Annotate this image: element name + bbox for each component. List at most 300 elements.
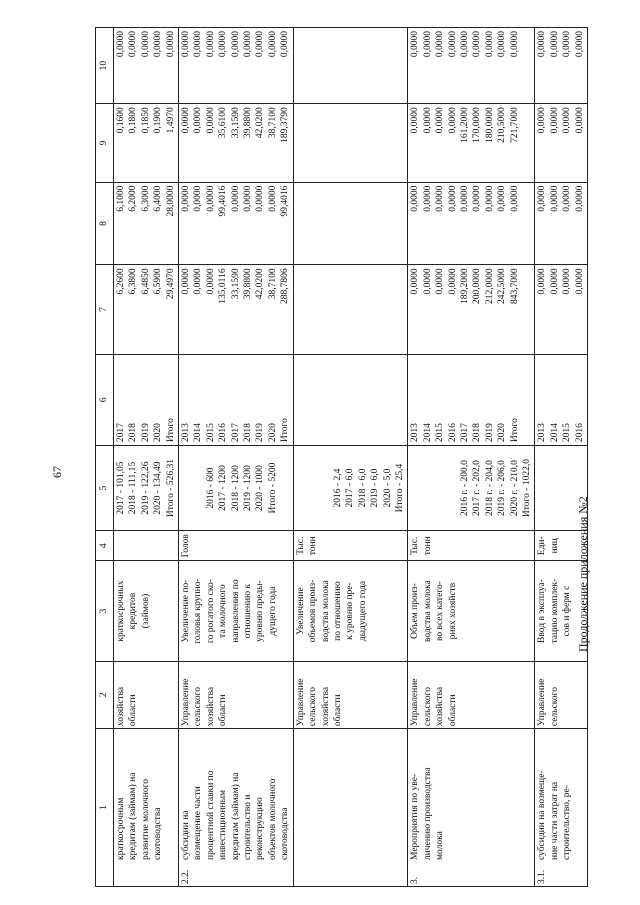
unit-cell [408,531,535,561]
amount-federal-value: 0,0000 [193,185,204,212]
plan-value: 2019 - 1200 [243,465,254,512]
unit-cell [293,531,408,561]
year-value: 2017 [230,423,241,443]
measure-line: кредитам (займам) на [230,772,241,860]
amount-local-value: 0,0000 [218,31,229,58]
plan-value [307,448,319,528]
amount-local-value: 0,0000 [243,31,254,58]
amount-total-value: 6,5900 [153,268,164,295]
row-number [115,866,165,884]
plan-cell [293,446,408,531]
amount-local-value: 0,0000 [537,31,548,58]
amount-total-cell [179,265,294,354]
amount-local-value: 0,0000 [153,31,164,58]
measure-line: ние части затрат на [549,781,560,860]
year-value: Итого [280,418,291,443]
amount-federal-value: 0,0000 [243,185,254,212]
amount-federal-value: 6,1000 [116,185,126,212]
indicator-value: Ввод в эксплуа- [537,579,548,643]
amount-total-value: 6,3800 [128,268,139,295]
year-value: 2013 [181,423,192,443]
amount-regional-value: 0,0000 [193,107,204,134]
program-table [95,27,588,887]
amount-federal-value: 0,0000 [422,185,433,212]
amount-regional-cell [179,104,294,182]
plan-value [447,448,459,528]
amount-total-value: 242,5000 [497,268,508,305]
executor-value: области [218,694,229,727]
amount-local-value: 0,0000 [165,31,176,58]
indicator-value: Объем произ- [410,583,421,639]
amount-regional-value: 0,0000 [410,107,421,134]
measure-line: объектов молочного [267,778,278,860]
plan-value: 2019 - 122,26 [140,461,151,515]
executor-value: Управление [537,678,548,727]
amount-total-value: 288,7806 [280,268,291,305]
indicator-value: кредитов [128,592,139,630]
indicator-value: по отношению [332,581,343,641]
indicator-value: водства молока [422,580,433,642]
amount-local-value: 0,0000 [280,31,291,58]
year-cell [293,354,408,445]
executor-value: сельского [549,687,560,727]
amount-local-value: 0,0000 [447,31,458,58]
amount-local-value: 0,0000 [472,31,483,58]
amount-federal-value: 0,0000 [537,185,548,212]
amount-total-value: 29,4970 [165,268,176,300]
indicator-value: Увеличение [295,587,306,635]
table-row [535,28,588,887]
year-cell [408,354,535,445]
amount-local-value: 0,0000 [435,31,446,58]
indicator-value: водства молока [320,580,331,642]
year-value: 2016 [574,423,585,443]
row-number: 2.2. [181,869,192,884]
executor-cell [114,661,179,729]
amount-regional-cell [114,104,179,182]
amount-total-value: 0,0000 [410,268,421,295]
year-value: 2020 [153,423,164,443]
amount-total-value: 0,0000 [447,268,458,295]
col-header-3: 3 [96,561,114,661]
measure-cell [114,729,179,887]
indicator-value: к уровню пре- [345,582,356,640]
executor-value: области [332,694,343,727]
measure-cell [408,729,535,887]
amount-local-value: 0,0000 [128,31,139,58]
col-header-4: 4 [96,531,114,561]
amount-regional-value: 721,7000 [509,107,520,143]
indicator-value: Увеличение по- [181,579,192,643]
plan-value [434,448,446,528]
executor-cell [408,661,535,729]
amount-federal-value: 0,0000 [497,185,508,212]
measure-line: краткосрочным [116,797,126,860]
plan-value: 2020 - 134,49 [153,461,164,515]
plan-value [180,448,192,528]
executor-cell [179,661,294,729]
amount-federal-value: 6,4000 [153,185,164,212]
plan-value: 2016 - 2,4 [332,468,343,508]
amount-federal-value: 0,0000 [181,185,192,212]
measure-cell [179,729,294,887]
year-value: 2016 [447,423,458,443]
executor-value: Управление [410,678,421,727]
amount-federal-value: 0,0000 [410,185,421,212]
row-number: 3. [410,876,421,884]
amount-federal-value: 0,0000 [549,185,560,212]
amount-total-value: 0,0000 [193,268,204,295]
table-row [114,28,179,887]
page-number: 67 [50,466,64,478]
amount-total-value: 0,0000 [422,268,433,295]
year-value: Итого [509,418,520,443]
measure-line: Мероприятия по уве- [410,773,421,860]
indicator-cell [114,561,179,661]
amount-total-value: 0,0000 [537,268,548,295]
indicator-value: сов и ферм с [562,585,573,637]
amount-local-cell [408,28,535,104]
measure-line: субсидии на [181,810,192,860]
col-header-2: 2 [96,661,114,729]
plan-value [320,448,332,528]
amount-regional-value: 1,4970 [165,107,176,134]
amount-regional-value: 170,0000 [472,107,483,143]
year-cell [535,354,588,445]
amount-local-value: 0,0000 [410,31,421,58]
amount-local-value: 0,0000 [116,31,126,58]
plan-cell [535,446,588,531]
executor-value: Управление [181,678,192,727]
amount-total-value: 6,4850 [140,268,151,295]
plan-value: 2017 г. - 202,0 [472,460,483,516]
indicator-value: та молочного [218,584,229,638]
amount-total-value: 42,0200 [255,268,266,300]
amount-local-cell [179,28,294,104]
plan-value: Итого - 5200 [267,462,278,514]
year-value: 2017 [116,423,126,443]
amount-local-value: 0,0000 [205,31,216,58]
executor-value: Управление [295,678,306,727]
amount-total-value: 212,0000 [484,268,495,305]
plan-value: 2016 - 600 [205,467,216,509]
plan-value: Итого - 526,31 [165,459,176,518]
year-value: 2019 [255,423,266,443]
amount-local-cell [293,28,408,104]
executor-value: хозяйства [116,686,126,727]
amount-total-value: 135,0116 [218,268,229,304]
unit-value: Тыс. [295,536,306,555]
indicator-value: уровню преды- [255,580,266,642]
year-value: 2014 [549,423,560,443]
measure-line: кредитам (займам) на [128,772,139,860]
amount-regional-cell [408,104,535,182]
plan-value: 2020 - 1000 [255,465,266,512]
amount-local-value: 0,0000 [459,31,470,58]
amount-local-value: 0,0000 [255,31,266,58]
amount-regional-value: 35,6100 [218,107,229,139]
indicator-value: краткосрочных [116,580,126,642]
row-number: 3.1. [537,869,548,884]
unit-cell [535,531,588,561]
measure-line: личению производства [422,767,433,860]
measure-line: скотоводства [153,807,164,860]
year-value: 2018 [472,423,483,443]
amount-total-value: 0,0000 [562,268,573,295]
indicator-cell [535,561,588,661]
plan-value: 2019 г. - 206,0 [497,460,508,516]
amount-federal-value: 0,0000 [484,185,495,212]
year-value: 2014 [193,423,204,443]
amount-federal-value: 0,0000 [255,185,266,212]
plan-cell [179,446,294,531]
plan-cell [408,446,535,531]
amount-local-value: 0,0000 [497,31,508,58]
indicator-value: отношению к [243,583,254,639]
plan-value [422,448,434,528]
year-value: 2014 [422,423,433,443]
amount-local-cell [535,28,588,104]
executor-value: области [128,694,139,727]
amount-local-value: 0,0000 [140,31,151,58]
indicator-value: направления по [230,579,241,643]
executor-value: хозяйства [320,686,331,727]
measure-line: скотоводства [280,807,291,860]
amount-federal-value: 0,0000 [205,185,216,212]
amount-total-cell [114,265,179,354]
amount-total-value: 0,0000 [574,268,585,295]
table-row [293,28,408,887]
plan-value: 2020 - 5,0 [382,468,393,508]
amount-regional-value: 0,0000 [422,107,433,134]
amount-total-cell [408,265,535,354]
unit-value: ниц [549,538,560,554]
year-value: 2019 [484,423,495,443]
year-value: 2017 [459,423,470,443]
year-value: 2016 [218,423,229,443]
plan-value [295,448,307,528]
amount-local-value: 0,0000 [574,31,585,58]
plan-value: 2016 г. - 200,0 [459,460,470,516]
amount-regional-value: 0,0000 [447,107,458,134]
amount-federal-value: 0,0000 [435,185,446,212]
amount-total-value: 0,0000 [435,268,446,295]
executor-value: области [447,694,458,727]
measure-line: молока [435,831,446,860]
amount-federal-value: 0,0000 [562,185,573,212]
measure-text [409,767,446,860]
amount-local-value: 0,0000 [484,31,495,58]
measure-line: субсидии на возмеще- [537,770,548,860]
measure-cell [293,729,408,887]
executor-value: хозяйства [205,686,216,727]
indicator-cell [293,561,408,661]
measure-cell [535,729,588,887]
amount-federal-value: 0,0000 [509,185,520,212]
indicator-value: (займов) [140,593,151,629]
amount-regional-value: 0,0000 [205,107,216,134]
unit-value: Голов [181,534,192,558]
amount-local-value: 0,0000 [267,31,278,58]
indicator-value: дущего года [267,586,278,636]
amount-regional-value: 0,0000 [181,107,192,134]
plan-value: 2018 - 111,15 [128,461,139,515]
year-value: 2013 [537,423,548,443]
amount-federal-value: 0,0000 [230,185,241,212]
amount-regional-value: 0,1900 [153,107,164,134]
indicator-cell [179,561,294,661]
year-cell [179,354,294,445]
amount-local-cell [114,28,179,104]
indicator-value: дыдущего года [357,580,368,642]
plan-value: 2018 - 6,0 [357,468,368,508]
year-value: 2013 [410,423,421,443]
amount-total-value: 843,7000 [509,268,520,305]
amount-local-value: 0,0000 [509,31,520,58]
measure-line: развитие молочного [140,778,151,860]
year-cell [114,354,179,445]
indicator-value: тацию комплек- [549,578,560,644]
unit-cell [114,531,179,561]
col-header-1: 1 [96,729,114,887]
amount-total-value: 33,1590 [230,268,241,300]
amount-federal-value: 99,4016 [280,185,291,217]
amount-federal-value: 0,0000 [447,185,458,212]
amount-federal-value: 0,0000 [267,185,278,212]
amount-regional-value: 161,2000 [459,107,470,143]
unit-value: Тыс. [410,536,421,555]
amount-regional-value: 189,3790 [280,107,291,143]
plan-value: 2017 - 6,0 [345,468,356,508]
amount-regional-value: 210,5000 [497,107,508,143]
year-value: 2015 [205,423,216,443]
plan-value: Итого - 1022,0 [522,459,532,518]
amount-local-value: 0,0000 [562,31,573,58]
amount-federal-value: 6,2000 [128,185,139,212]
unit-cell [179,531,294,561]
measure-line: процентной ставки по [205,770,216,860]
amount-regional-value: 0,1600 [116,107,126,134]
year-value: 2015 [435,423,446,443]
amount-regional-value: 39,8800 [243,107,254,139]
measure-text [115,773,165,860]
plan-value: Итого - 25,4 [394,463,405,513]
plan-value: 2017 - 101,05 [116,461,126,515]
amount-regional-value: 38,7100 [267,107,278,139]
plan-cell [114,446,179,531]
amount-federal-cell [535,182,588,265]
year-value: 2020 [497,423,508,443]
table-row [408,28,535,887]
amount-local-value: 0,0000 [193,31,204,58]
amount-federal-value: 99,4016 [218,185,229,217]
plan-value: 2020 г. - 210,0 [509,460,520,516]
amount-local-value: 0,0000 [230,31,241,58]
amount-regional-value: 33,1590 [230,107,241,139]
table-row [179,28,294,887]
col-header-5: 5 [96,446,114,531]
indicator-value: головья крупно- [193,578,204,644]
col-header-10: 10 [96,28,114,104]
measure-line: строительство и [243,794,254,860]
continuation-title: Продолжение приложения №2 [576,496,590,652]
amount-total-cell [293,265,408,354]
amount-regional-value: 0,0000 [435,107,446,134]
col-header-8: 8 [96,182,114,265]
amount-regional-value: 0,0000 [574,107,585,134]
plan-value [192,448,204,528]
amount-total-cell [535,265,588,354]
indicator-value: объемов произ- [308,579,319,643]
amount-regional-value: 0,1800 [128,107,139,134]
plan-value: 2018 г. - 204,0 [484,460,495,516]
amount-federal-value: 0,0000 [574,185,585,212]
amount-regional-cell [293,104,408,182]
amount-total-value: 0,0000 [549,268,560,295]
measure-text [180,770,292,860]
amount-local-value: 0,0000 [422,31,433,58]
executor-value: хозяйства [435,686,446,727]
measure-line: возмещение части [193,786,204,860]
col-header-9: 9 [96,104,114,182]
amount-federal-value: 28,0000 [165,185,176,217]
plan-value: 2017 - 1200 [218,465,229,512]
amount-regional-cell [535,104,588,182]
col-header-7: 7 [96,265,114,354]
amount-total-value: 38,7100 [267,268,278,300]
amount-total-value: 200,0000 [472,268,483,305]
amount-federal-value: 0,0000 [472,185,483,212]
amount-federal-cell [114,182,179,265]
measure-text [536,770,573,860]
amount-federal-cell [408,182,535,265]
year-value: 2015 [562,423,573,443]
amount-total-value: 0,0000 [181,268,192,295]
indicator-value: риях хозяйств [447,582,458,640]
year-value: 2018 [243,423,254,443]
amount-regional-value: 0,0000 [562,107,573,134]
plan-value [409,448,421,528]
indicator-cell [408,561,535,661]
header-row [96,28,114,887]
amount-federal-cell [293,182,408,265]
amount-federal-value: 6,3000 [140,185,151,212]
amount-total-value: 39,8800 [243,268,254,300]
unit-value: Еди- [537,536,548,556]
amount-total-value: 189,2000 [459,268,470,305]
col-header-6: 6 [96,354,114,445]
measure-line: строительство, ре- [562,785,573,860]
plan-value: 2018 - 1200 [230,465,241,512]
unit-value: тонн [422,536,433,556]
amount-federal-value: 0,0000 [459,185,470,212]
amount-regional-value: 180,0000 [484,107,495,143]
year-value: 2019 [140,423,151,443]
year-value: 2020 [267,423,278,443]
amount-local-value: 0,0000 [181,31,192,58]
measure-line: реконструкцию [255,797,266,860]
amount-regional-value: 0,0000 [537,107,548,134]
amount-total-value: 0,0000 [205,268,216,295]
indicator-value: во всех катего- [435,581,446,642]
amount-regional-value: 0,1850 [140,107,151,134]
amount-regional-value: 42,0200 [255,107,266,139]
year-value: Итого [165,418,176,443]
amount-regional-value: 0,0000 [549,107,560,134]
unit-value: тонн [308,536,319,556]
plan-value: 2019 - 6,0 [370,468,381,508]
executor-cell [535,661,588,729]
